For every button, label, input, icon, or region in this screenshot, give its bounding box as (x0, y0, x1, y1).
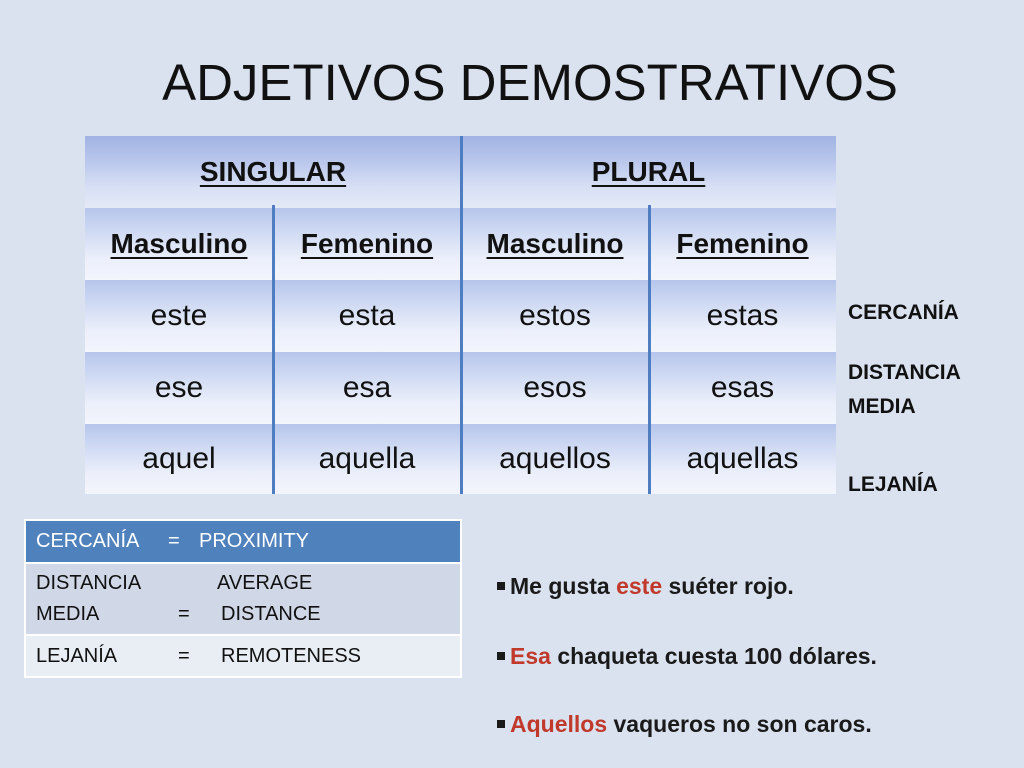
column-divider (460, 136, 463, 494)
distance-label-lejania: LEJANÍA (848, 473, 938, 496)
bullet-square-icon (497, 652, 505, 660)
table-cell: esas (710, 371, 775, 404)
glossary-table (24, 519, 462, 678)
distance-label-distancia: DISTANCIA (848, 361, 961, 384)
glossary-term: CERCANÍA (36, 530, 140, 552)
glossary-row (26, 564, 460, 634)
glossary-equals: = (178, 603, 190, 625)
header-masculino-plural: Masculino (486, 228, 624, 259)
glossary-term: LEJANÍA (36, 645, 118, 667)
bullet-square-icon (497, 582, 505, 590)
table-cell: aquella (318, 442, 416, 475)
glossary-translation: PROXIMITY (199, 530, 310, 552)
highlighted-demonstrative: Aquellos (510, 711, 608, 737)
glossary-term: DISTANCIA (36, 572, 142, 594)
table-cell: aquel (142, 442, 216, 475)
sentence-text: Me gusta (510, 573, 617, 599)
glossary-row (26, 636, 460, 676)
highlighted-demonstrative: este (616, 573, 663, 599)
glossary-equals: = (178, 645, 190, 667)
table-cell: esta (338, 299, 396, 332)
table-cell: ese (154, 371, 204, 404)
table-cell: aquellos (499, 442, 611, 475)
distance-label-media: MEDIA (848, 395, 916, 418)
table-cell: este (150, 299, 208, 332)
table-cell: estas (706, 299, 779, 332)
example-sentence (497, 640, 877, 672)
table-cell: aquellas (686, 442, 799, 475)
table-cell: esos (523, 371, 587, 404)
distance-label-cercania: CERCANÍA (848, 301, 959, 324)
glossary-translation: AVERAGE (217, 572, 313, 594)
header-femenino-singular: Femenino (300, 228, 434, 259)
sentence-text: suéter rojo. (662, 573, 794, 599)
highlighted-demonstrative: Esa (510, 643, 551, 669)
header-plural: PLURAL (591, 156, 706, 187)
slide-title: ADJETIVOS DEMOSTRATIVOS (162, 54, 898, 111)
sentence-text: vaqueros no son caros. (607, 711, 872, 737)
column-divider (272, 205, 275, 494)
table-cell: estos (519, 299, 591, 332)
glossary-term: MEDIA (36, 603, 100, 625)
sentence-text: chaqueta cuesta 100 dólares. (550, 643, 877, 669)
table-cell: esa (342, 371, 392, 404)
example-sentence (497, 570, 794, 602)
glossary-translation: REMOTENESS (221, 645, 362, 667)
header-masculino-singular: Masculino (110, 228, 248, 259)
glossary-row-header (26, 521, 460, 562)
bullet-square-icon (497, 720, 505, 728)
header-singular: SINGULAR (199, 156, 347, 187)
header-femenino-plural: Femenino (676, 228, 809, 259)
glossary-equals: = (168, 530, 180, 552)
example-sentence (497, 708, 872, 740)
column-divider (648, 205, 651, 494)
glossary-translation: DISTANCE (221, 603, 321, 625)
